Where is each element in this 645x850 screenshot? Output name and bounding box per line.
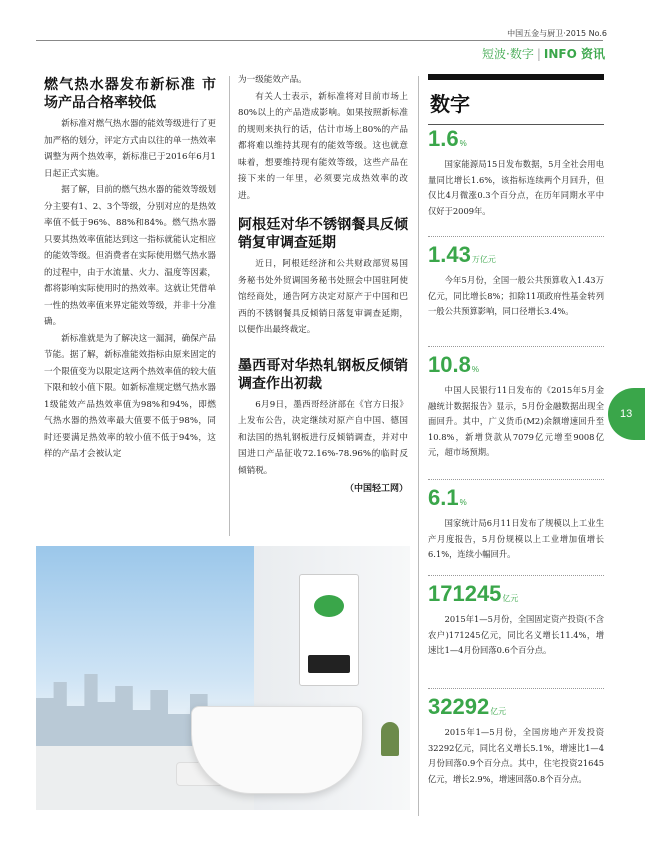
plant xyxy=(381,722,399,756)
section-label-a: 短波·数字 xyxy=(482,47,534,61)
article1-continued: 有关人士表示，新标准将对目前市场上80%以上的产品造成影响。如果按照新标准的规则来执行的话，估计市场上80%的产品都将难以维持其现有的能效等级。这也就意味着，想要维持现有能效等级，这些产品在接下来的一年里，必须要完成热效率的改进。 xyxy=(238,91,408,201)
article1-paragraph: 据了解，目前的燃气热水器的能效等级划分主要有1、2、3个等级，分别对应的是热效率值不低于96%、88%和84%。燃气热水器只要其热效率值能达到这一指标就能认定相应的能效等级。但消费者在实际使用燃气热水器的过程中，由于水流量、火力、温度等因素，都将影响实际使用时的热效率。这就让凭借单一性的热效率值来界定能效等级，并非十分准确。 xyxy=(44,185,216,327)
article2-title: 阿根廷对华不锈钢餐具反倾销复审调查延期 xyxy=(238,217,408,251)
header-rule xyxy=(36,40,603,41)
bathtub xyxy=(191,706,363,794)
number-text: 2015年1—5月份，全国固定资产投资(不含农户)171245亿元，同比名义增长11.4%，增速比1—4月份回落0.6个百分点。 xyxy=(428,614,604,655)
number-unit: % xyxy=(471,365,479,374)
article1-paragraph: 新标准对燃气热水器的能效等级进行了更加严格的划分，评定方式由以往的单一热效率调整为两个热效率，新标准已于2016年6月1日起正式实施。 xyxy=(44,119,216,179)
item-divider xyxy=(428,688,604,689)
journal-header: 中国五金与厨卫·2015 No.6 xyxy=(507,29,607,38)
column-divider xyxy=(229,76,230,536)
number-item xyxy=(428,581,604,659)
article2-text: 近日，阿根廷经济和公共财政部贸易国务秘书处外贸调国务秘书处照会中国驻阿使馆经商处，通告阿方决定对原产于中国和巴西的不锈钢餐具反倾销日落复审调查延期，以便作出最终裁定。 xyxy=(238,259,408,335)
item-divider xyxy=(428,575,604,576)
number-text: 国家能源局15日发布数据，5月全社会用电量同比增长1.6%，该指标连续两个月回升，但仅比4月微涨0.3个百分点，在历年同期水平中仅好于2009年。 xyxy=(428,159,604,216)
number-value: 1.6% xyxy=(428,126,467,151)
section-separator: | xyxy=(536,47,541,61)
number-value: 171245亿元 xyxy=(428,581,519,606)
heater-display xyxy=(308,655,350,673)
middle-column xyxy=(238,72,408,498)
page-number-tab: 13 xyxy=(608,388,645,440)
number-unit: 亿元 xyxy=(502,594,519,603)
section-label-b: INFO 资讯 xyxy=(543,47,605,61)
number-unit: 亿元 xyxy=(490,707,507,716)
number-value: 6.1% xyxy=(428,485,467,510)
water-heater xyxy=(299,574,359,686)
article1-continued: 为一级能效产品。 xyxy=(238,75,307,85)
product-photo xyxy=(36,546,410,810)
article3-text: 6月9日，墨西哥经济部在《官方日报》上发布公告，决定继续对原产自中国、德国和法国的热轧钢板进行反倾销调查，并对中国进口产品征收72.16%-78.96%的临时反倾销税。 xyxy=(238,399,408,476)
number-text: 今年5月份，全国一般公共预算收入1.43万亿元，同比增长8%；扣除11项政府性基金转列一般公共预算影响，同口径增长3.4%。 xyxy=(428,275,604,316)
number-value: 32292亿元 xyxy=(428,694,507,719)
numbers-title: 数字 xyxy=(430,92,470,116)
number-text: 中国人民银行11日发布的《2015年5月金融统计数据报告》显示，5月份金融数据出现全面回升。其中，广义货币(M2)余额增速回升至10.8%，新增贷款从7079亿元增至9008亿元，超市场预期。 xyxy=(428,385,604,457)
number-value: 10.8% xyxy=(428,352,479,377)
number-item xyxy=(428,242,604,320)
item-divider xyxy=(428,346,604,347)
number-value: 1.43万亿元 xyxy=(428,242,496,267)
column-divider xyxy=(418,76,419,816)
item-divider xyxy=(428,236,604,237)
number-item xyxy=(428,126,604,219)
number-item xyxy=(428,485,604,563)
item-divider xyxy=(428,479,604,480)
number-unit: % xyxy=(459,139,467,148)
number-text: 2015年1—5月份，全国房地产开发投资32292亿元，同比名义增长5.1%，增速比1—4月份回落0.9个百分点。其中，住宅投资21645亿元，增长2.9%，增速回落0.8个百分点。 xyxy=(428,727,604,784)
heater-logo xyxy=(314,595,344,617)
article1-title: 燃气热水器发布新标准 市场产品合格率较低 xyxy=(44,77,216,111)
number-item xyxy=(428,352,604,461)
number-unit: 万亿元 xyxy=(471,255,496,264)
article1-paragraph: 新标准就是为了解决这一漏洞，确保产品节能。据了解，新标准能效指标由原来固定的一个限值变为以限定这两个热效率值的较大值下限和较小值下限。如新标准规定燃气热水器1级能效产品热效率值为98%和94%，即燃气热水器的热效率最大值要不低于98%，同时还要满足热效率的较小值不低于94%，这样的产品才会被认定 xyxy=(44,333,216,459)
number-unit: % xyxy=(459,498,467,507)
section-label xyxy=(482,45,605,62)
number-text: 国家统计局6月11日发布了规模以上工业生产月度报告，5月份规模以上工业增加值增长6.1%，连续小幅回升。 xyxy=(428,518,604,559)
number-item xyxy=(428,694,604,787)
article3-title: 墨西哥对华热轧钢板反倾销调查作出初裁 xyxy=(238,357,408,392)
left-column xyxy=(44,76,216,463)
article-source: （中国轻工网） xyxy=(344,484,408,494)
